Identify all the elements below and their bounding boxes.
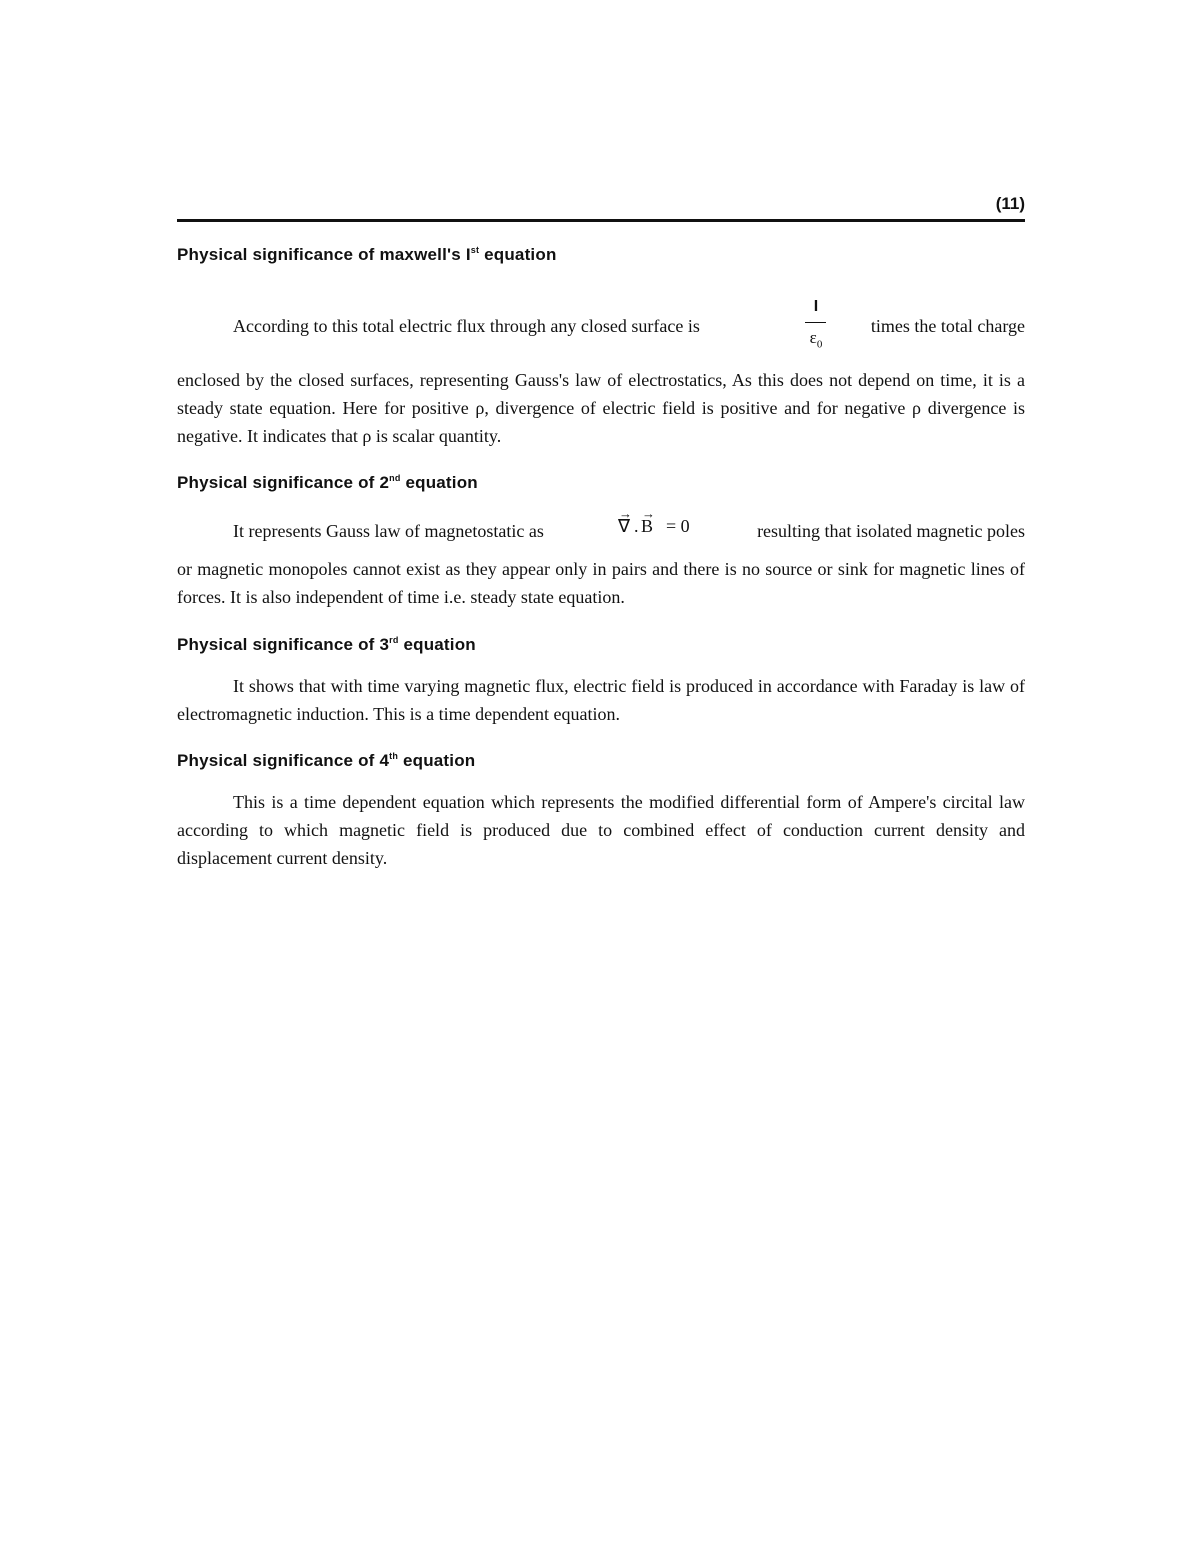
- heading-4-superscript: th: [389, 751, 399, 761]
- section-1-body: enclosed by the closed surfaces, representing Gauss's law of electrostatics, As this does not depend on time, it is a steady state equation. Here for positive ρ, divergence of electric field is positive and for negative ρ divergence is negative. It indicates that ρ is scalar quantity.: [177, 370, 1025, 446]
- heading-3-superscript: rd: [389, 635, 399, 645]
- header-rule: [177, 219, 1025, 222]
- section-1-first-line-left: According to this total electric flux through any closed surface is: [233, 316, 700, 336]
- fraction-numerator: I: [813, 298, 819, 315]
- section-2-first-line-right: resulting that isolated magnetic poles: [757, 521, 1025, 541]
- b-field-symbol: B: [641, 516, 654, 536]
- section-3-body: [177, 672, 1025, 728]
- document-page: [177, 0, 1025, 1553]
- heading-2-superscript: nd: [389, 473, 401, 483]
- fraction-bar: [805, 322, 826, 323]
- epsilon-subscript: 0: [816, 338, 823, 351]
- nabla-arrow: →: [619, 506, 632, 521]
- section-heading-4: [177, 751, 475, 771]
- heading-1-superscript: st: [470, 245, 480, 255]
- dot-symbol: .: [634, 516, 639, 536]
- heading-1-suffix: equation: [479, 245, 557, 264]
- section-1-first-line-right: times the total charge: [870, 316, 1025, 336]
- section-4-body: [177, 788, 1025, 872]
- equals-zero-text: = 0: [666, 516, 690, 536]
- section-heading-2: [177, 473, 478, 493]
- heading-3-text: Physical significance of 3: [177, 635, 390, 654]
- heading-3-suffix: equation: [398, 635, 476, 654]
- fraction-one-over-epsilon-zero: [804, 298, 828, 354]
- fraction-denominator: [804, 328, 828, 350]
- epsilon-symbol: ε: [809, 328, 817, 347]
- heading-4-text: Physical significance of 4: [177, 751, 390, 770]
- heading-2-text: Physical significance of 2: [177, 473, 390, 492]
- section-3-body-text: It shows that with time varying magnetic flux, electric field is produced in accordance with Faraday is law of electromagnetic induction. This is a time dependent equation.: [177, 676, 1025, 724]
- section-heading-1: [177, 245, 557, 265]
- equals-zero: [666, 516, 690, 537]
- heading-2-suffix: equation: [400, 473, 478, 492]
- section-4-body-text: This is a time dependent equation which represents the modified differential form of Ampere's circital law according to which magnetic field is produced due to combined effect of conduction current density and displacement current density.: [177, 792, 1025, 868]
- heading-4-suffix: equation: [398, 751, 476, 770]
- section-2-body: or magnetic monopoles cannot exist as they appear only in pairs and there is no source or sink for magnetic lines of forces. It is also independent of time i.e. steady state equation.: [177, 559, 1025, 607]
- heading-1-text: Physical significance of maxwell's I: [177, 245, 471, 264]
- b-field-vector: [641, 506, 655, 537]
- section-heading-3: [177, 635, 476, 655]
- nabla-vector: [618, 506, 632, 537]
- b-field-arrow: →: [642, 506, 655, 521]
- page-number: (11): [995, 194, 1025, 213]
- nabla-symbol: ∇: [618, 516, 631, 536]
- section-2-first-line-left: It represents Gauss law of magnetostatic as: [233, 521, 544, 541]
- dot-operator: [634, 516, 639, 537]
